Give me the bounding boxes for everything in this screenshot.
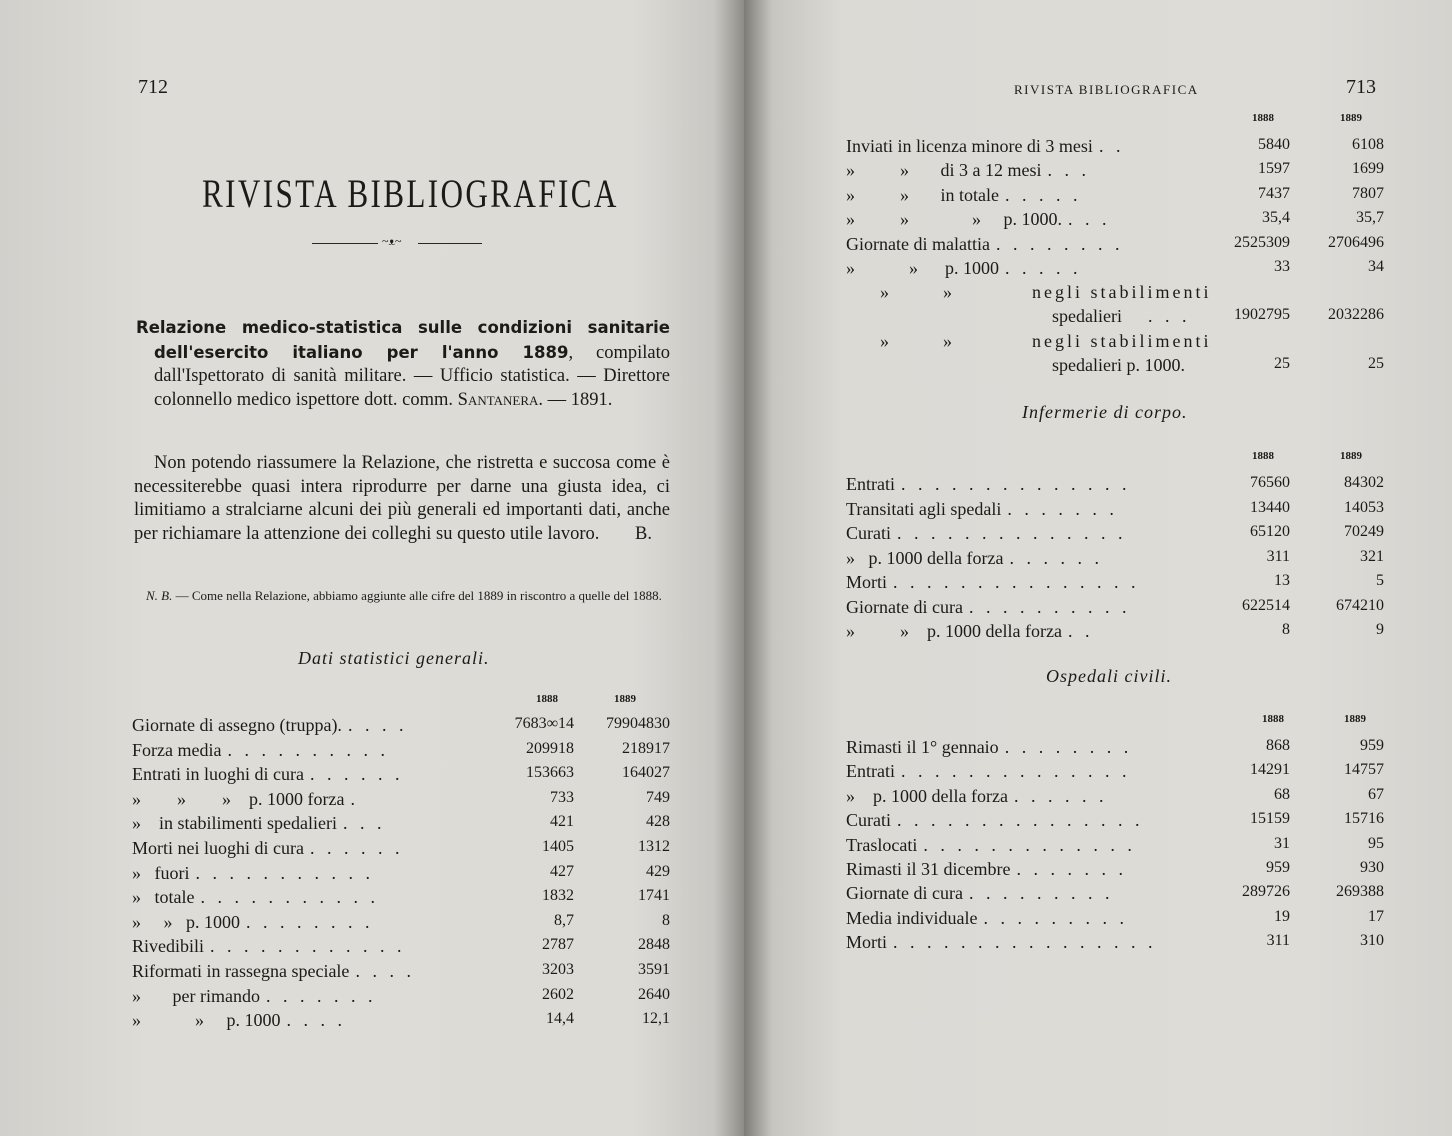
value-1889: 1741 <box>638 887 670 905</box>
row-leader-dots: . . . . . . . . . . . <box>195 862 374 883</box>
row-label: » p. 1000 della forza <box>846 785 1008 806</box>
value-1888: 959 <box>1266 859 1290 876</box>
value-1889: 428 <box>646 813 670 831</box>
table-row <box>132 838 670 862</box>
row-label: negli stabilimenti <box>1032 331 1212 351</box>
table-row <box>846 523 1384 547</box>
row-label: Traslocati <box>846 834 918 855</box>
value-1889: 310 <box>1360 932 1384 950</box>
row-leader-dots: . . . . . . <box>1009 547 1103 568</box>
row-leader-dots: . . . . . . . . . <box>983 907 1128 928</box>
row-leader-dots: . . . . . . . . . . . . . . . <box>897 810 1144 831</box>
value-1889: 17 <box>1368 907 1384 925</box>
row-label: » » p. 1000 della forza <box>846 621 1062 641</box>
value-1889: 35,7 <box>1356 209 1384 227</box>
row-label: » » » p. 1000 forza <box>132 788 345 809</box>
row-label: » per rimando <box>132 985 260 1006</box>
table-row <box>846 499 1384 523</box>
row-leader-dots: . . . . . . . . . . . . <box>210 936 406 957</box>
table-row <box>846 761 1384 785</box>
value-1888: 25 <box>1274 355 1290 372</box>
value-1888: 8 <box>1282 621 1290 638</box>
table-row <box>846 835 1384 859</box>
row-leader-dots: . . . <box>1068 209 1111 230</box>
row-leader-dots: . . . . . . <box>309 764 404 785</box>
value-1888: 14291 <box>1250 761 1290 779</box>
table-row <box>132 961 670 985</box>
value-1888: 65120 <box>1250 523 1290 540</box>
row-leader-dots: . . . . . . . <box>265 985 377 1006</box>
review-publisher: , compilato dall'Ispettorato di sanità militare. — Ufficio statistica. — Direttore colonnello medico ispettore dott. comm. <box>154 342 670 410</box>
review-body-text: Non potendo riassumere la Relazione, che ristretta e succosa come è necessiterebbe quasi intera riprodurre per darne una giusta idea, ci limitiamo a stralciarne alcuni dei più generali ed importanti dati, anche per richiamare la attenzione dei colleghi su questo utile lavoro. <box>134 453 670 544</box>
row-leader-dots: . . . . . . . . . <box>968 883 1114 904</box>
row-leader-dots: . . . . . . . . . . . <box>200 887 379 908</box>
note-text: — Come nella Relazione, abbiamo aggiunte alle cifre del 1889 in riscontro a quelle del 1888. <box>172 588 662 603</box>
value-1889: 164027 <box>622 764 670 782</box>
value-1888: 7683∞14 <box>514 715 574 732</box>
review-header <box>136 316 670 412</box>
row-label: Inviati in licenza minore di 3 mesi <box>846 136 1093 156</box>
table-row <box>846 810 1384 834</box>
review-year: . — 1891. <box>538 389 613 410</box>
row-label: Entrati <box>846 761 895 782</box>
row-leader-dots: . . . . . . . . <box>995 233 1124 254</box>
row-leader-dots: . . . . . . . . . . . . . . . <box>893 572 1140 592</box>
row-leader-dots: . . . . . . . . . . <box>968 596 1131 617</box>
value-1889: 2848 <box>638 936 670 954</box>
row-leader-dots: . . . . . . . <box>1016 859 1127 879</box>
row-label: Entrati <box>846 474 895 494</box>
row-leader-dots: . . . . . . . . . . . . . . <box>897 523 1127 543</box>
table-row <box>846 572 1384 596</box>
year-header-1888: 1888 <box>1252 450 1274 462</box>
row-label: Forza media <box>132 739 222 760</box>
table-row <box>846 136 1384 160</box>
row-leader-dots: . . . . . <box>1005 258 1082 278</box>
table-row <box>846 548 1384 572</box>
value-1889: 5 <box>1376 572 1384 589</box>
year-header-1888: 1888 <box>536 693 558 705</box>
row-leader-dots: . . . . <box>347 715 408 735</box>
value-1889: 269388 <box>1336 883 1384 901</box>
row-label: Curati <box>846 810 891 831</box>
row-label: » » in totale <box>846 184 999 205</box>
row-ditto-mark: » » <box>880 282 952 302</box>
value-1889: 67 <box>1368 785 1384 803</box>
table-row <box>132 740 670 764</box>
value-1888: 35,4 <box>1262 209 1290 227</box>
value-1888: 76560 <box>1250 474 1290 491</box>
table-row <box>846 737 1384 761</box>
value-1889: 321 <box>1360 547 1384 565</box>
table-row <box>846 932 1384 956</box>
page-title: RIVISTA BIBLIOGRAFICA <box>202 171 619 216</box>
year-header-1889: 1889 <box>1340 450 1362 462</box>
row-leader-dots: . . . . . . . <box>1007 498 1118 519</box>
table-row <box>846 234 1384 258</box>
table-row <box>846 355 1384 379</box>
review-body <box>134 452 670 546</box>
value-1888: 311 <box>1266 547 1290 565</box>
value-1889: 930 <box>1360 859 1384 876</box>
value-1888: 289726 <box>1242 883 1290 901</box>
value-1888: 7437 <box>1258 184 1290 202</box>
row-ditto-mark: » » <box>880 331 952 351</box>
value-1888: 2525309 <box>1234 233 1290 251</box>
table-row <box>846 621 1384 645</box>
value-1889: 25 <box>1368 355 1384 372</box>
value-1888: 311 <box>1266 932 1290 950</box>
value-1888: 13440 <box>1250 498 1290 516</box>
table-row <box>132 813 670 837</box>
right-page <box>744 0 1452 1136</box>
row-leader-dots: . . . . . . . . . . . . . <box>923 834 1136 855</box>
row-leader-dots: . . . . . . . . . . . . . . <box>900 474 1131 494</box>
table-row <box>132 936 670 960</box>
row-label: Riformati in rassegna speciale <box>132 961 350 981</box>
value-1888: 5840 <box>1258 136 1290 153</box>
row-label: Rimasti il 31 dicembre <box>846 859 1011 879</box>
value-1888: 622514 <box>1242 596 1290 614</box>
review-signature: B. <box>635 523 652 544</box>
row-leader-dots: . . . . . . . . <box>246 911 374 932</box>
table-row <box>846 282 1384 306</box>
row-label: spedalieri <box>1052 306 1122 326</box>
review-author: Santanera <box>457 389 539 410</box>
table-row <box>846 597 1384 621</box>
row-label: Giornate di cura <box>846 883 963 904</box>
row-label: Morti <box>846 932 888 953</box>
year-header-1889: 1889 <box>1340 112 1362 124</box>
row-leader-dots: . . . . . . . . . . . . . . <box>900 761 1131 782</box>
value-1888: 19 <box>1274 907 1290 925</box>
row-label: Rivedibili <box>132 936 204 957</box>
value-1889: 1312 <box>638 838 670 855</box>
value-1888: 209918 <box>526 739 574 757</box>
value-1888: 2602 <box>542 985 574 1003</box>
value-1889: 2706496 <box>1328 233 1384 251</box>
row-label: » p. 1000 della forza <box>846 547 1004 568</box>
value-1888: 1832 <box>542 887 574 905</box>
value-1889: 959 <box>1360 737 1384 754</box>
value-1889: 674210 <box>1336 596 1384 614</box>
table-row <box>846 859 1384 883</box>
value-1889: 2640 <box>638 985 670 1003</box>
title-rule-right <box>418 243 482 244</box>
row-label: Giornate di malattia <box>846 233 990 254</box>
row-label: spedalieri p. 1000. <box>1052 355 1185 375</box>
value-1888: 1902795 <box>1234 306 1290 323</box>
table-row <box>846 908 1384 932</box>
value-1888: 1405 <box>542 838 574 855</box>
value-1889: 15716 <box>1344 810 1384 828</box>
value-1889: 95 <box>1368 834 1384 852</box>
row-label: Rimasti il 1° gennaio <box>846 737 999 757</box>
table-row <box>132 986 670 1010</box>
title-rule-left <box>312 243 378 244</box>
value-1889: 7807 <box>1352 184 1384 202</box>
value-1889: 84302 <box>1344 474 1384 491</box>
row-label: Giornate di cura <box>846 596 963 617</box>
table-row <box>846 185 1384 209</box>
row-label: Transitati agli spedali <box>846 498 1002 519</box>
row-leader-dots: . . . . . . . . . . . . . . . . <box>893 932 1157 953</box>
row-label: » » di 3 a 12 mesi <box>846 160 1042 181</box>
value-1889: 3591 <box>638 961 670 978</box>
row-leader-dots: . . . . . . <box>1013 785 1108 806</box>
page-number: 713 <box>1346 76 1376 98</box>
value-1888: 3203 <box>542 961 574 978</box>
table-row <box>846 306 1384 330</box>
row-leader-dots: . . . . <box>355 961 415 981</box>
value-1889: 6108 <box>1352 136 1384 153</box>
value-1889: 1699 <box>1352 160 1384 178</box>
note-label: N. B. <box>146 588 173 603</box>
value-1888: 33 <box>1274 258 1290 275</box>
table-row <box>846 258 1384 282</box>
row-label: » » p. 1000 <box>132 1010 281 1031</box>
section-infermerie: Infermerie di corpo. <box>1022 402 1188 422</box>
row-leader-dots: . . <box>1067 621 1094 641</box>
value-1889: 34 <box>1368 258 1384 275</box>
table-row <box>132 764 670 788</box>
row-leader-dots: . . . <box>342 813 386 834</box>
table-row <box>846 209 1384 233</box>
value-1889: 14053 <box>1344 498 1384 516</box>
section-ospedali: Ospedali civili. <box>1046 666 1172 686</box>
row-leader-dots: . . . <box>1148 306 1191 326</box>
value-1888: 8,7 <box>554 911 574 929</box>
value-1889: 79904830 <box>606 715 670 732</box>
row-leader-dots: . . <box>1098 136 1125 156</box>
row-label: » » » p. 1000. <box>846 209 1062 230</box>
row-label: negli stabilimenti <box>1032 282 1212 302</box>
value-1889: 749 <box>646 788 670 806</box>
year-header-1888: 1888 <box>1252 112 1274 124</box>
row-leader-dots: . . . . . . . . . . <box>227 739 389 760</box>
row-leader-dots: . . . <box>1047 160 1090 181</box>
row-label: Morti <box>846 572 888 592</box>
table-row <box>132 863 670 887</box>
row-leader-dots: . . . . . . <box>309 838 404 858</box>
row-label: Giornate di assegno (truppa). <box>132 715 342 735</box>
value-1888: 13 <box>1274 572 1290 589</box>
row-label: Entrati in luoghi di cura <box>132 764 304 785</box>
value-1889: 218917 <box>622 739 670 757</box>
value-1889: 429 <box>646 862 670 880</box>
value-1888: 733 <box>550 788 574 806</box>
year-header-1888: 1888 <box>1262 713 1284 725</box>
value-1889: 2032286 <box>1328 306 1384 323</box>
value-1888: 421 <box>550 813 574 831</box>
title-ornament: ~ᴥ~ <box>382 234 402 248</box>
table-row <box>132 715 670 739</box>
table-row <box>846 331 1384 355</box>
value-1888: 1597 <box>1258 160 1290 178</box>
review-title: Relazione medico-statistica sulle condizioni sanitarie dell'esercito italiano per l'anno 1889 <box>136 318 670 362</box>
row-leader-dots: . . . . <box>286 1010 346 1031</box>
running-head: RIVISTA BIBLIOGRAFICA <box>1014 82 1199 97</box>
section-dati-statistici: Dati statistici generali. <box>298 648 490 668</box>
value-1888: 153663 <box>526 764 574 782</box>
year-header-1889: 1889 <box>614 693 636 705</box>
row-label: Morti nei luoghi di cura <box>132 838 304 858</box>
value-1888: 2787 <box>542 936 574 954</box>
table-row <box>132 1010 670 1034</box>
value-1888: 15159 <box>1250 810 1290 828</box>
row-leader-dots: . . . . . <box>1004 184 1082 205</box>
table-row <box>846 883 1384 907</box>
value-1888: 427 <box>550 862 574 880</box>
table-row <box>132 912 670 936</box>
row-label: Media individuale <box>846 907 978 928</box>
table-row <box>846 160 1384 184</box>
value-1889: 8 <box>662 911 670 929</box>
review-note <box>146 586 670 605</box>
row-leader-dots: . <box>350 788 359 809</box>
value-1888: 868 <box>1266 737 1290 754</box>
row-label: » fuori <box>132 862 190 883</box>
value-1889: 70249 <box>1344 523 1384 540</box>
row-label: » » p. 1000 <box>132 911 240 932</box>
row-leader-dots: . . . . . . . . <box>1004 737 1133 757</box>
table-row <box>132 789 670 813</box>
row-label: Curati <box>846 523 891 543</box>
value-1889: 14757 <box>1344 761 1384 779</box>
value-1889: 12,1 <box>642 1010 670 1028</box>
value-1888: 31 <box>1274 834 1290 852</box>
table-row <box>846 786 1384 810</box>
row-label: » » p. 1000 <box>846 258 999 278</box>
row-label: » in stabilimenti spedalieri <box>132 813 337 834</box>
page-number: 712 <box>138 76 168 98</box>
table-row <box>132 887 670 911</box>
value-1888: 68 <box>1274 785 1290 803</box>
value-1888: 14,4 <box>546 1010 574 1028</box>
table-row <box>846 474 1384 498</box>
row-label: » totale <box>132 887 195 908</box>
year-header-1889: 1889 <box>1344 713 1366 725</box>
value-1889: 9 <box>1376 621 1384 638</box>
